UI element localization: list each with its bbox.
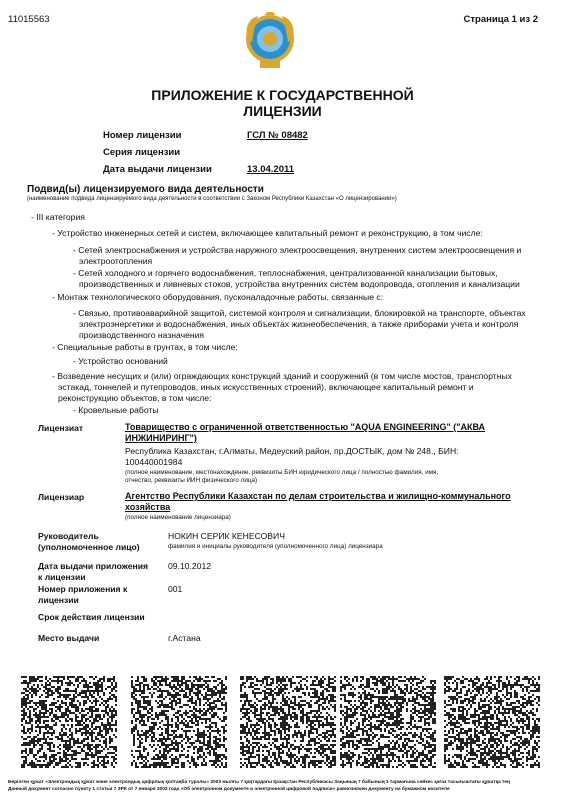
- licensee-address-line-1: Республика Казахстан, г.Алматы, Медеуский район, пр.ДОСТЫК, дом № 248., БИН:: [125, 446, 459, 456]
- title-line-2: ЛИЦЕНЗИИ: [243, 103, 322, 119]
- legal-footer: [8, 780, 557, 793]
- license-date-value: 13.04.2011: [247, 164, 295, 175]
- activity-item: - Кровельные работы: [73, 405, 159, 415]
- appendix-date-label-line-1: Дата выдачи приложения: [38, 561, 149, 571]
- activity-item: реконструкцию объектов, в том числе:: [58, 393, 212, 403]
- page-indicator: Страница 1 из 2: [463, 14, 538, 25]
- licensor-name-line-2: хозяйства: [125, 502, 171, 512]
- licensee-note-line-1: (полное наименование, местонахождение, реквизиты БИН юридического лица / полностью фамилия, имя,: [125, 469, 439, 476]
- validity-label: Срок действия лицензии: [38, 612, 145, 622]
- appendix-date-value: 09.10.2012: [168, 561, 212, 571]
- qr-code-3: [240, 676, 336, 768]
- head-note: фамилия и инициалы руководителя (уполномоченного лица) лицензиара: [168, 543, 383, 550]
- licensee-label: Лицензиат: [38, 423, 84, 433]
- licensee-address-line-2: 100440001984: [125, 457, 183, 467]
- activity-item: производственных и ливневых стоков, устройства внутренних систем водопровода, отопления и канализации: [79, 279, 520, 289]
- qr-code-5: [444, 676, 540, 768]
- head-name: НОКИН СЕРИК КЕНЕСОВИЧ: [168, 531, 285, 541]
- licensee-note-line-2: отчество, реквизиты ИИН физического лица): [125, 477, 258, 484]
- activity-item: эстакад, тоннелей и путепроводов, иных искусственных строений), включающее капитальный ремонт и: [58, 382, 474, 392]
- activity-item: электроэнергетики и водоснабжения, иных объектах жизнеобеспечения, а также приборами учета и контроля: [79, 319, 519, 329]
- place-value: г.Астана: [168, 633, 201, 643]
- activity-item: электроотопления: [79, 256, 153, 266]
- place-label: Место выдачи: [38, 633, 100, 643]
- activity-item: - Монтаж технологического оборудования, пусконаладочные работы, связанные с:: [52, 292, 384, 302]
- document-number: 11015563: [8, 14, 50, 25]
- subtypes-title: Подвид(ы) лицензируемого вида деятельности: [27, 184, 264, 195]
- license-number-value: ГСЛ № 08482: [247, 130, 308, 141]
- activity-item: - Устройство оснований: [73, 356, 168, 366]
- activity-item: - Сетей электроснабжения и устройства наружного электроосвещения, внутренних систем электроосвещения и: [73, 245, 522, 255]
- activity-item: - Сетей холодного и горячего водоснабжения, теплоснабжения, централизованной канализации бытовых,: [73, 268, 498, 278]
- licensor-name-line-1: Агентство Республики Казахстан по делам строительства и жилищно-коммунального: [125, 491, 511, 501]
- activity-item: - Специальные работы в грунтах, в том числе:: [52, 342, 238, 352]
- license-series-label: Серия лицензии: [103, 147, 181, 158]
- activity-item: - Возведение несущих и (или) ограждающих конструкций зданий и сооружений (в том числе мостов, транспортных: [52, 371, 512, 381]
- license-date-label: Дата выдачи лицензии: [103, 164, 212, 175]
- appendix-number-value: 001: [168, 584, 183, 594]
- qr-code-1: [21, 676, 117, 768]
- subtypes-note: (наименование подвида лицензируемого вида деятельности в соответствии с Законом Республики Казахстан «О лицензировании»): [27, 196, 397, 202]
- appendix-date-label-line-2: к лицензии: [38, 572, 86, 582]
- qr-code-2: [131, 676, 227, 768]
- head-label-line-2: (уполномоченное лицо): [38, 542, 140, 552]
- activity-item: производственного назначения: [79, 330, 205, 340]
- activity-item: - Устройство инженерных сетей и систем, включающее капитальный ремонт и реконструкцию, в том числе:: [52, 228, 483, 238]
- document-title: [0, 87, 565, 119]
- activity-item: - III категория: [31, 212, 85, 222]
- licensee-name-line-1: Товарищество с ограниченной ответственностью "AQUA ENGINEERING" ("АКВА: [125, 422, 486, 432]
- footer-line-1: Берілген құжат «Электрондық құжат және электрондық цифрлық қолтаңба туралы» 2003 жылғы 7 қаңтардағы Қазақстан Республикасы Заңының 7 бабының 1 тармағына сәйкес қағаз тасығыштағы құжатқа тең: [8, 780, 510, 785]
- activity-item: - Связью, противоаварийной защитой, системой контроля и сигнализации, блокировкой на транспорте, объектах: [73, 308, 526, 318]
- footer-line-2: Данный документ согласно пункту 1 статьи 7 ЗРК от 7 января 2003 года «Об электронном документе и электронной цифровой подписи» равнозначен документу на бумажном носителе: [8, 786, 450, 792]
- appendix-number-label-line-2: лицензии: [38, 595, 79, 605]
- title-line-1: ПРИЛОЖЕНИЕ К ГОСУДАРСТВЕННОЙ: [151, 87, 414, 103]
- qr-code-4: [340, 676, 436, 768]
- licensor-note: (полное наименование лицензиара): [125, 514, 231, 521]
- licensor-label: Лицензиар: [38, 492, 85, 502]
- licensee-name-line-2: ИНЖИНИРИНГ"): [125, 433, 197, 443]
- head-label-line-1: Руководитель: [38, 531, 99, 541]
- state-emblem-icon: [244, 12, 296, 70]
- license-number-label: Номер лицензии: [103, 130, 182, 141]
- appendix-number-label-line-1: Номер приложения к: [38, 584, 128, 594]
